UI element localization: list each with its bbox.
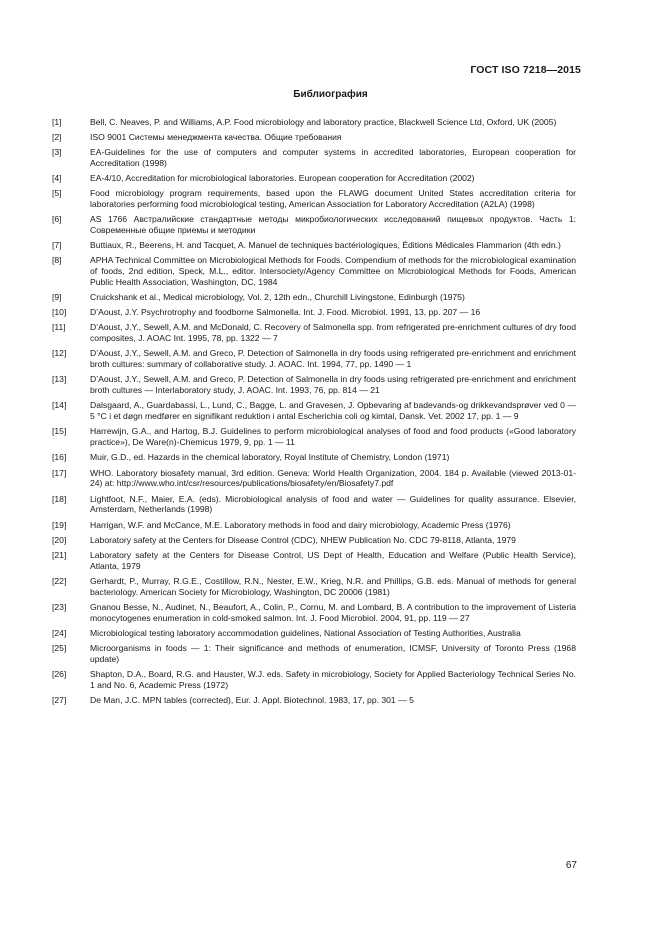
entry-text: D’Aoust, J.Y., Sewell, A.M. and Greco, P. Detection of Salmonella in dry foods using refrigerated pre-enrichment and enrichment broth cultures: summary of collaborative study. J. AOAC. Int. 1994, 77, pp. 1490 — 1 (90, 348, 576, 370)
bibliography-entry (52, 535, 576, 546)
entry-number: [23] (52, 601, 67, 612)
entry-text: EA-4/10, Accreditation for microbiological laboratories. European cooperation for Accreditation (2002) (90, 173, 475, 184)
bibliography-entry (52, 426, 576, 448)
entry-number: [21] (52, 549, 67, 560)
bibliography-entry (52, 695, 576, 706)
entry-text: WHO. Laboratory biosafety manual, 3rd edition. Geneva: World Health Organization, 2004. 184 p. Available (viewed 2013-01-24) at: http://www.who.int/csr/resources/publications/biosafety/en/Biosafety7.pdf (90, 467, 576, 489)
bibliography-entry (52, 669, 576, 691)
entry-text: Shapton, D.A., Board, R.G. and Hauster, W.J. eds. Safety in microbiology, Society for Applied Bacteriology Technical Series No. 1 and No. 6, Academic Press (1972) (90, 668, 576, 690)
bibliography-entry (52, 147, 576, 169)
entry-number: [27] (52, 694, 67, 705)
entry-number: [9] (52, 292, 62, 303)
entry-text: Laboratory safety at the Centers for Disease Control (CDC), NHEW Publication No. CDC 79-8118, Atlanta, 1979 (90, 534, 516, 545)
page-header-standard: ГОСТ ISO 7218—2015 (470, 64, 581, 76)
entry-number: [6] (52, 214, 62, 225)
entry-text: Laboratory safety at the Centers for Disease Control, US Dept of Health, Education and Welfare (Public Health Service), Atlanta, 1979 (90, 549, 576, 571)
entry-number: [5] (52, 188, 62, 199)
entry-text: Harrewijn, G.A., and Hartog, B.J. Guidelines to perform microbiological analyses of food and food products («Good laboratory practice»), De Ware(n)-Chemicus 1979, 9, pp. 1 — 11 (90, 426, 576, 448)
entry-text: Dalsgaard, A., Guardabassi, L., Lund, C., Bagge, L. and Gravesen, J. Opbevaring af badevands-og drikkevandsprøver ved 0 — 5 °C i et døgn medfører en signifikant reduktion i antal Escherichia coli og kimtal, Dansk. Vet. 2002 17, pp. 1 — 9 (90, 400, 576, 422)
entry-number: [3] (52, 147, 62, 158)
bibliography-entry (52, 322, 576, 344)
bibliography-entry (52, 188, 576, 210)
entry-text: Cruickshank et al., Medical microbiology, Vol. 2, 12th edn., Churchill Livingstone, Edinburgh (1975) (90, 292, 465, 303)
entry-text: EA-Guidelines for the use of computers and computer systems in accredited laboratories, European cooperation for Accreditation (1998) (90, 147, 576, 169)
bibliography-entry (52, 520, 576, 531)
entry-text: D’Aoust, J.Y., Sewell, A.M. and McDonald, C. Recovery of Salmonella spp. from refrigerated pre-enrichment cultures of dry food composites, J. AOAC Int. 1995, 78, pp. 1322 — 7 (90, 322, 576, 344)
entry-number: [18] (52, 493, 67, 504)
entry-text: Muir, G.D., ed. Hazards in the chemical laboratory, Royal Institute of Chemistry, London (1971) (90, 452, 450, 463)
entry-number: [11] (52, 322, 66, 333)
bibliography-entry (52, 400, 576, 422)
bibliography-entry (52, 117, 576, 128)
entry-number: [20] (52, 534, 67, 545)
bibliography-entry (52, 468, 576, 490)
bibliography-entry (52, 348, 576, 370)
bibliography-list (52, 117, 576, 710)
entry-text: Harrigan, W.F. and McCance, M.E. Laboratory methods in food and dairy microbiology, Academic Press (1976) (90, 519, 511, 530)
entry-number: [25] (52, 642, 67, 653)
bibliography-entry (52, 214, 576, 236)
entry-text: Gerhardt, P., Murray, R.G.E., Costillow, R.N., Nester, E.W., Krieg, N.R. and Phillips, G.B. eds. Manual of methods for general bacteriology. American Society for Microbiology, Washington, DC 20006 (1981) (90, 575, 576, 597)
bibliography-entry (52, 132, 576, 143)
entry-number: [1] (52, 117, 62, 127)
entry-text: APHA Technical Committee on Microbiological Methods for Foods. Compendium of methods for the microbiological examination of foods, 2nd edition, Speck, M.L., editor. Intersociety/Agency Committee on Microbiological Methods for Foods, American Public Health Association, Washington, DC, 1984 (90, 255, 576, 288)
entry-text: AS 1766 Австралийские стандартные методы микробиологических исследований пищевых продуктов. Часть 1: Современные общие приемы и методики (90, 214, 576, 236)
bibliography-entry (52, 173, 576, 184)
bibliography-entry (52, 550, 576, 572)
entry-number: [16] (52, 452, 67, 463)
entry-text: De Man, J.C. MPN tables (corrected), Eur. J. Appl. Biotechnol. 1983, 17, pp. 301 — 5 (90, 694, 414, 705)
page-title: Библиография (293, 89, 368, 100)
entry-number: [10] (52, 307, 67, 318)
entry-number: [17] (52, 467, 67, 478)
entry-text: ISO 9001 Системы менеджмента качества. Общие требования (90, 132, 342, 143)
entry-number: [2] (52, 132, 62, 143)
entry-text: Buttiaux, R., Beerens, H. and Tacquet, A. Manuel de techniques bactériologiques, Éditions Médicales Flammarion (4th edn.) (90, 240, 561, 251)
bibliography-entry (52, 255, 576, 288)
page-number: 67 (565, 860, 577, 871)
entry-text: Lightfoot, N.F., Maier, E.A. (eds). Microbiological analysis of food and water — Guidelines for quality assurance. Elsevier, Amsterdam, Netherlands (1998) (90, 493, 576, 515)
entry-number: [14] (52, 400, 67, 411)
entry-text: Gnanou Besse, N., Audinet, N., Beaufort, A., Colin, P., Cornu, M. and Lombard, B. A contribution to the improvement of Listeria monocytogenes enumeration in cold-smoked salmon. Int. J. Food Microbiol. 2004, 91, pp. 119 — 27 (90, 601, 576, 623)
entry-number: [12] (52, 348, 67, 359)
entry-number: [15] (52, 426, 67, 437)
entry-text: Bell, C. Neaves, P. and Williams, A.P. Food microbiology and laboratory practice, Blackwell Science Ltd, Oxford, UK (2005) (90, 117, 557, 127)
entry-text: Microorganisms in foods — 1: Their significance and methods of enumeration, ICMSF, University of Toronto Press (1968 update) (90, 642, 576, 664)
bibliography-entry (52, 628, 576, 639)
bibliography-entry (52, 374, 576, 396)
entry-number: [24] (52, 627, 67, 638)
bibliography-entry (52, 292, 576, 303)
bibliography-entry (52, 452, 576, 463)
bibliography-entry (52, 643, 576, 665)
entry-number: [7] (52, 240, 62, 251)
bibliography-entry (52, 307, 576, 318)
entry-number: [26] (52, 668, 67, 679)
entry-number: [13] (52, 374, 67, 385)
entry-number: [19] (52, 519, 67, 530)
bibliography-entry (52, 240, 576, 251)
entry-text: Microbiological testing laboratory accommodation guidelines, National Association of Testing Authorities, Australia (90, 627, 521, 638)
entry-number: [22] (52, 575, 67, 586)
entry-text: D’Aoust, J.Y., Sewell, A.M. and Greco, P. Detection of Salmonella in dry foods using refrigerated pre-enrichment and enrichment broth cultures — Interlaboratory study, J. AOAC. Int. 1993, 76, pp. 814 — 21 (90, 374, 576, 396)
bibliography-entry (52, 576, 576, 598)
entry-number: [8] (52, 255, 62, 266)
entry-text: D’Aoust, J.Y. Psychrotrophy and foodborne Salmonella. Int. J. Food. Microbiol. 1991, 13, pp. 207 — 16 (90, 307, 481, 318)
entry-number: [4] (52, 173, 62, 184)
bibliography-entry (52, 494, 576, 516)
bibliography-entry (52, 602, 576, 624)
entry-text: Food microbiology program requirements, based upon the FLAWG document United States accreditation criteria for laboratories performing food microbiological testing, American Association for Laboratory Accreditation (A2LA) (1998) (90, 188, 576, 210)
